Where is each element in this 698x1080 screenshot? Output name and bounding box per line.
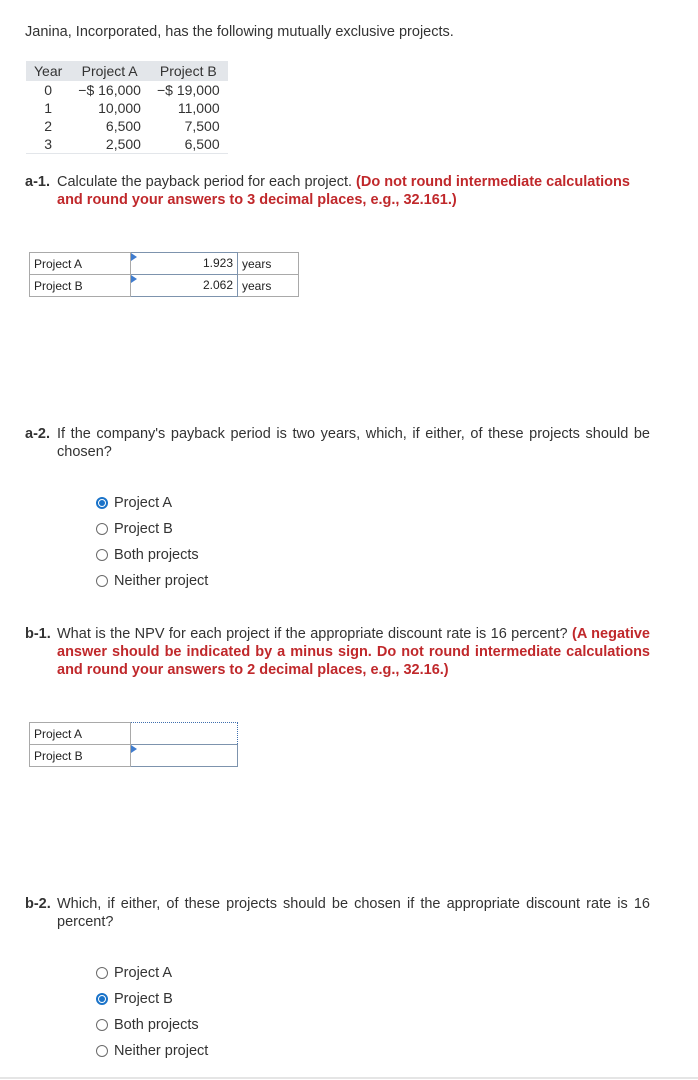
radio-circle-icon xyxy=(96,1045,108,1057)
bottom-divider xyxy=(0,1077,698,1079)
header-project-a: Project A xyxy=(70,61,149,81)
question-text: Calculate the payback period for each project. xyxy=(57,174,353,190)
unit-label: years xyxy=(238,275,299,297)
question-text: What is the NPV for each project if the appropriate discount rate is 16 percent? xyxy=(57,626,568,642)
input-value: 2.062 xyxy=(202,278,233,292)
question-b2 xyxy=(25,895,650,931)
payback-b-input[interactable] xyxy=(131,275,238,297)
radio-option[interactable] xyxy=(96,1012,208,1038)
answer-row-label: Project B xyxy=(30,275,131,297)
question-body xyxy=(25,173,650,209)
flag-icon xyxy=(131,745,137,753)
year-cell: 0 xyxy=(44,82,53,98)
project-b-cell: 7,500 xyxy=(184,118,220,134)
answer-row-label: Project B xyxy=(30,745,131,767)
radio-option[interactable] xyxy=(96,568,208,594)
cash-flow-row xyxy=(26,99,228,117)
radio-circle-icon xyxy=(96,523,108,535)
project-a-cell: 2,500 xyxy=(70,135,149,154)
question-label: b-2. xyxy=(25,896,51,912)
year-cell: 2 xyxy=(44,118,53,134)
radio-label: Project B xyxy=(114,991,173,1007)
answer-row-label: Project A xyxy=(30,723,131,745)
input-value: 1.923 xyxy=(202,256,233,270)
answer-row xyxy=(30,253,299,275)
project-b-cell: 11,000 xyxy=(177,100,220,116)
radio-option[interactable] xyxy=(96,516,208,542)
radio-circle-icon xyxy=(96,549,108,561)
radio-circle-icon xyxy=(96,1019,108,1031)
radio-label: Project B xyxy=(114,521,173,537)
payback-answer-grid xyxy=(29,252,299,297)
cash-flow-table xyxy=(26,61,228,154)
radio-group-b2 xyxy=(96,960,208,1064)
question-label: b-1. xyxy=(25,626,51,642)
radio-circle-icon xyxy=(96,575,108,587)
question-text: Which, if either, of these projects should be chosen if the appropriate discount rate is 16 percent? xyxy=(57,896,650,930)
radio-option[interactable] xyxy=(96,1038,208,1064)
question-instruction: (A negative answer should be indicated by a minus sign. Do not round intermediate calculations and round your answers to 2 decimal places, e.g., 32.16.) xyxy=(57,626,650,678)
radio-label: Both projects xyxy=(114,547,199,563)
question-instruction: (Do not round intermediate calculations and round your answers to 3 decimal places, e.g., 32.161.) xyxy=(57,174,630,208)
question-b1 xyxy=(25,625,650,679)
unit-label: years xyxy=(238,253,299,275)
question-label: a-1. xyxy=(25,174,50,190)
cash-flow-row xyxy=(26,135,228,154)
question-label: a-2. xyxy=(25,426,50,442)
answer-row xyxy=(30,723,238,745)
question-body xyxy=(25,625,650,679)
cash-flow-header-row xyxy=(26,61,228,81)
radio-option[interactable] xyxy=(96,542,208,568)
question-text: If the company's payback period is two years, which, if either, of these projects should be chosen? xyxy=(57,426,650,460)
npv-a-input[interactable] xyxy=(131,723,238,745)
question-a2 xyxy=(25,425,650,461)
radio-label: Project A xyxy=(114,495,173,511)
radio-group-a2 xyxy=(96,490,208,594)
cash-flow-row xyxy=(26,81,228,99)
radio-option[interactable] xyxy=(96,986,208,1012)
project-b-cell: 6,500 xyxy=(149,135,228,154)
header-project-b: Project B xyxy=(149,61,228,81)
radio-option[interactable] xyxy=(96,490,208,516)
project-a-cell: 6,500 xyxy=(105,118,141,134)
radio-label: Neither project xyxy=(114,573,209,589)
header-year: Year xyxy=(26,61,70,81)
flag-icon xyxy=(131,275,137,283)
flag-icon xyxy=(131,253,137,261)
question-a1 xyxy=(25,173,650,209)
radio-label: Neither project xyxy=(114,1043,209,1059)
radio-label: Project A xyxy=(114,965,173,981)
npv-b-input[interactable] xyxy=(131,745,238,767)
project-a-cell: 10,000 xyxy=(98,100,141,116)
cash-flow-row xyxy=(26,117,228,135)
answer-row xyxy=(30,275,299,297)
npv-answer-grid xyxy=(29,722,238,767)
radio-circle-icon xyxy=(96,967,108,979)
radio-option[interactable] xyxy=(96,960,208,986)
answer-row-label: Project A xyxy=(30,253,131,275)
intro-text: Janina, Incorporated, has the following mutually exclusive projects. xyxy=(25,24,454,40)
year-cell: 3 xyxy=(26,135,70,154)
project-b-cell: −$ 19,000 xyxy=(156,82,220,98)
radio-circle-icon xyxy=(96,993,108,1005)
radio-label: Both projects xyxy=(114,1017,199,1033)
project-a-cell: −$ 16,000 xyxy=(78,82,141,98)
year-cell: 1 xyxy=(44,100,53,116)
payback-a-input[interactable] xyxy=(131,253,238,275)
answer-row xyxy=(30,745,238,767)
radio-circle-icon xyxy=(96,497,108,509)
